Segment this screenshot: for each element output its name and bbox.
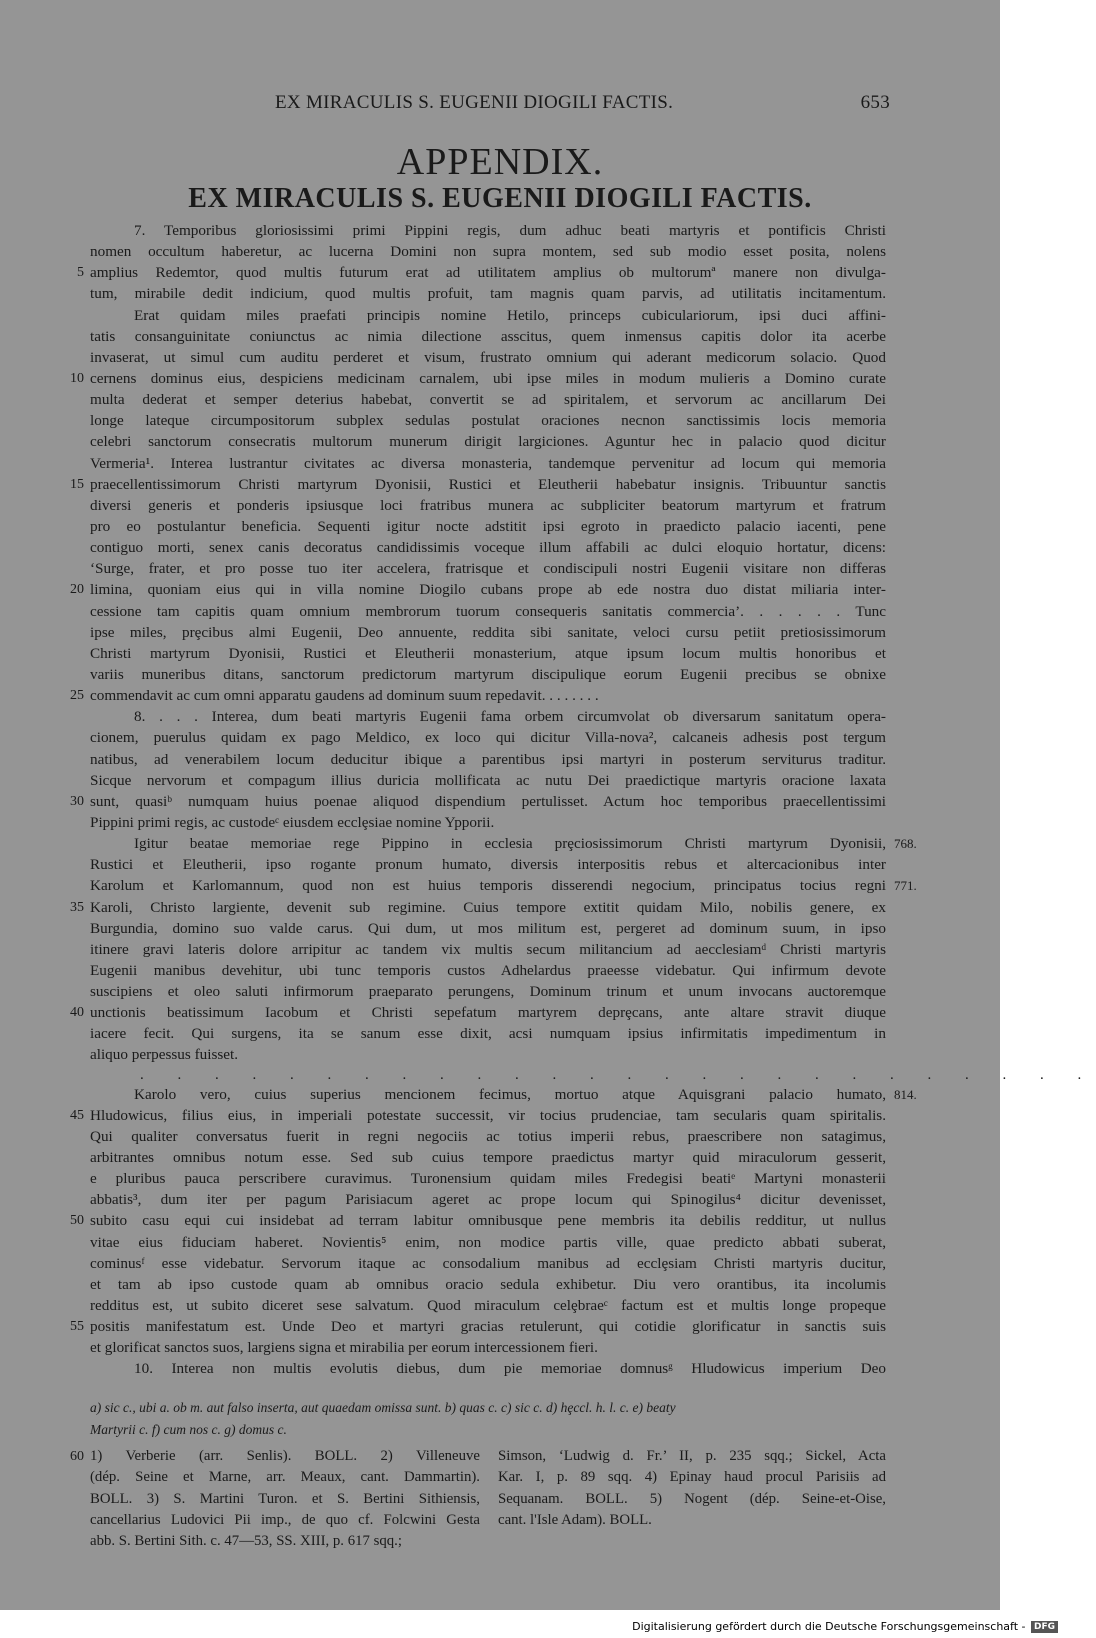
text-line bbox=[0, 558, 1000, 579]
line-text: Rustici et Eleutherii, ipso rogante pronum humato, diversis interpositis rebus et altercacionibus inter bbox=[90, 856, 886, 874]
text-line bbox=[0, 347, 1000, 368]
text-line bbox=[0, 875, 1000, 896]
footnote-right-column: Kar. I, p. 89 sqq. 4) Epinay haud procul Parisiis ad bbox=[498, 1469, 886, 1486]
text-line bbox=[0, 664, 1000, 685]
line-number: 45 bbox=[70, 1107, 84, 1123]
text-line bbox=[0, 1295, 1000, 1316]
line-text: invaserat, ut simul cum auditu perderet et visum, frustrato omnium qui aderant medicorum solacio. Quod bbox=[90, 348, 886, 366]
line-text: cessione tam capitis quam omnium membrorum tuorum consequeris sanitatis commercia’. . . . . . Tunc bbox=[90, 602, 886, 620]
line-number: 10 bbox=[70, 370, 84, 386]
text-line bbox=[0, 368, 1000, 389]
line-text: commendavit ac cum omni apparatu gaudens ad dominum suum repedavit. . . . . . . . bbox=[90, 687, 599, 705]
line-text: Christi martyrum Dyonisii, Rustici et Eleutherii monasterium, atque ipsum locum multis honoribus et bbox=[90, 644, 886, 662]
text-line bbox=[0, 833, 1000, 854]
apparatus-note-line: a) sic c., ubi a. ob m. aut falso inserta, aut quaedam omissa sunt. b) quas c. c) sic c. d) hȩccl. h. l. c. e) beaty bbox=[90, 1400, 676, 1415]
footnote-right-column: cant. l'Isle Adam). BOLL. bbox=[498, 1511, 652, 1528]
line-text: sunt, quasiᵇ numquam huius poenae aliquod dispendium pertulisset. Actum hoc temporibus praecellentissimi bbox=[90, 792, 886, 810]
apparatus-footnotes bbox=[90, 1397, 886, 1441]
text-line bbox=[0, 685, 1000, 706]
line-text: Karoli, Christo largiente, devenit sub regimine. Cuius tempore extitit quidam Milo, nobilis genere, ex bbox=[90, 898, 886, 916]
line-text: iacere fecit. Qui surgens, ita se sanum esse dixit, acsi numquam ipsius infirmitatis impedimentum in bbox=[90, 1025, 886, 1043]
margin-year: 771. bbox=[894, 878, 917, 894]
text-line bbox=[0, 410, 1000, 431]
margin-year: 814. bbox=[894, 1086, 917, 1102]
line-text: Qui qualiter conversatus fuerit in regni negociis ac totius imperii rebus, praescribere non satagimus, bbox=[90, 1127, 886, 1145]
text-line bbox=[0, 1358, 1000, 1379]
margin-year: 768. bbox=[894, 836, 917, 852]
line-text: abbatis³, dum iter per pagum Parisiacum ageret ac prope locum qui Spinogilus⁴ dicitur devenisset, bbox=[90, 1191, 886, 1209]
line-text: amplius Redemtor, quod multis futurum erat ad utilitatem amplius ob multorumª manere non divulga- bbox=[90, 264, 886, 282]
text-line bbox=[0, 1210, 1000, 1231]
text-line bbox=[0, 579, 1000, 600]
line-text: Sicque nervorum et compagum illius duricia mollificata ac nutu Dei praedictique martyris oracione laxata bbox=[90, 771, 886, 789]
text-line bbox=[0, 241, 1000, 262]
text-line bbox=[0, 1168, 1000, 1189]
text-line bbox=[0, 643, 1000, 664]
line-text: diversi generis et ponderis ipsiusque loci fratribus munera ac subpliciter beatorum martyrum et fratrum bbox=[90, 496, 886, 514]
text-line bbox=[0, 326, 1000, 347]
text-line bbox=[0, 960, 1000, 981]
line-text: limina, quoniam eius qui in villa nomine Diogilo cubans prope ab ede nostra duo distat miliaria inter- bbox=[90, 581, 886, 599]
text-line bbox=[0, 601, 1000, 622]
line-text: Eugenii manibus devehitur, ubi tunc temporis custos Adhelardus praeesse videbatur. Qui infirmum devote bbox=[90, 961, 886, 979]
line-text: suscipiens et oleo saluti infirmorum praeparato perungens, Dominum trinum et unum invocans auctoremque bbox=[90, 983, 886, 1001]
text-line bbox=[0, 305, 1000, 326]
line-text: praecellentissimorum Christi martyrum Dyonisii, Rustici et Eleutherii habebatur insignis. Tribuuntur sanctis bbox=[90, 475, 886, 493]
line-text: Igitur beatae memoriae rege Pippino in ecclesia prȩciosissimorum Christi martyrum Dyonisii, bbox=[134, 835, 886, 853]
line-text: celebri sanctorum consecratis multorum munerum dirigit largiciones. Aguntur hec in palacio quod dicitur bbox=[90, 433, 886, 451]
dfg-logo-icon: DFG bbox=[1031, 1621, 1058, 1633]
text-line bbox=[0, 537, 1000, 558]
text-line bbox=[0, 1105, 1000, 1126]
text-line bbox=[0, 1232, 1000, 1253]
text-line bbox=[0, 389, 1000, 410]
line-text: cernens dominus eius, despiciens medicinam carnalem, ubi ipse miles in modum mulieris a Domino curate bbox=[90, 369, 886, 387]
footnote-right-column: Simson, ‘Ludwig d. Fr.’ II, p. 235 sqq.; Sickel, Acta bbox=[498, 1448, 886, 1464]
text-line bbox=[0, 1253, 1000, 1274]
footnote-line bbox=[0, 1510, 1000, 1531]
footnote-left-column: 1) Verberie (arr. Senlis). BOLL. 2) Villeneuve bbox=[90, 1448, 480, 1464]
numbered-footnotes bbox=[0, 1446, 1000, 1552]
text-line bbox=[0, 939, 1000, 960]
appendix-title: APPENDIX. bbox=[396, 141, 604, 183]
footnote-left-column: (dép. Seine et Marne, arr. Meaux, cant. Dammartin). bbox=[90, 1469, 480, 1486]
line-text: redditus est, ut subito diceret sese salvatum. Quod miraculum celȩbraeᶜ factum est et multis longe propeque bbox=[90, 1297, 886, 1315]
line-number: 50 bbox=[70, 1213, 84, 1229]
text-line bbox=[0, 516, 1000, 537]
line-text: Pippini primi regis, ac custodeᶜ eiusdem ecclȩsiae nomine Ypporii. bbox=[90, 813, 495, 831]
line-text: multa dederat et semper deterius habebat, convertit se ad spiritalem, et servorum ac ancillarum Dei bbox=[90, 391, 886, 409]
line-text: positis manifestatum est. Unde Deo et martyri gracias retulerunt, qui cotidie glorificatur in sanctis suis bbox=[90, 1318, 886, 1336]
footnote-line bbox=[0, 1467, 1000, 1488]
text-line bbox=[0, 706, 1000, 727]
line-number: 25 bbox=[70, 688, 84, 704]
footnote-right-column: Sequanam. BOLL. 5) Nogent (dép. Seine-et-Oise, bbox=[498, 1490, 886, 1507]
text-line bbox=[0, 1002, 1000, 1023]
text-line bbox=[0, 1189, 1000, 1210]
footnote-line bbox=[0, 1446, 1000, 1467]
line-text: et tam ab ipso custode quam ab omnibus oracio sedula exhibetur. Diu vero orantibus, ita incolumis bbox=[90, 1275, 886, 1293]
text-line bbox=[0, 897, 1000, 918]
line-text: itinere gravi lateris dolore arripitur ac tandem vix multis secum militancium ad aecclesiamᵈ Christi martyris bbox=[90, 940, 886, 958]
line-text: vitae eius fiduciam haberet. Novientis⁵ enim, non modice partis ville, quae predicto abbati suberat, bbox=[90, 1233, 886, 1251]
line-text: 8. . . . Interea, dum beati martyris Eugenii fama orbem circumvolat ob diversarum sanitatum opera- bbox=[134, 708, 886, 726]
line-number: 5 bbox=[77, 265, 84, 281]
text-line bbox=[0, 1316, 1000, 1337]
line-text: e pluribus pauca perscribere curavimus. Turonensium quidam miles Fredegisi beatiᵉ Martyni monasterii bbox=[90, 1170, 886, 1188]
page-number: 653 bbox=[860, 92, 890, 113]
text-line bbox=[0, 283, 1000, 304]
line-number: 30 bbox=[70, 793, 84, 809]
text-line bbox=[0, 1274, 1000, 1295]
line-number: 60 bbox=[70, 1449, 84, 1464]
main-text bbox=[0, 220, 1096, 1380]
text-line bbox=[0, 791, 1000, 812]
text-line bbox=[0, 1084, 1000, 1105]
text-line bbox=[0, 1126, 1000, 1147]
line-text: aliquo perpessus fuisset. bbox=[90, 1046, 239, 1064]
line-text: Vermeria¹. Interea lustrantur civitates ac diversa monasteria, tandemque pervenitur ad locum qui memoria bbox=[90, 454, 886, 472]
text-line bbox=[0, 727, 1000, 748]
line-text: cominusᶠ esse videbatur. Servorum itaque ac consodalium manibus ad ecclȩsiam Christi martyris ducitur, bbox=[90, 1254, 886, 1272]
credit-text: Digitalisierung gefördert durch die Deutsche Forschungsgemeinschaft - bbox=[632, 1620, 1026, 1633]
line-text: Hludowicus, filius eius, in imperiali potestate successit, vir tocius prudenciae, tam secularis quam spiritalis. bbox=[90, 1106, 886, 1124]
line-text: ipse miles, prȩcibus almi Eugenii, Deo annuente, reddita sibi sanitate, veloci cursu petiit pretiosissimorum bbox=[90, 623, 886, 641]
text-line bbox=[0, 812, 1000, 833]
line-text: Karolum et Karlomannum, quod non est huius temporis disserendi negocium, principatus tocius regni bbox=[90, 877, 886, 895]
line-text: Karolo vero, cuius superius mencionem fecimus, mortuo atque Aquisgrani palacio humato, bbox=[134, 1085, 886, 1103]
text-line bbox=[0, 453, 1000, 474]
line-text: Burgundia, domino suo valde carus. Qui dum, ut mos militum est, pergeret ad dominum suum, in ipso bbox=[90, 919, 886, 937]
line-text: pro eo postulantur beneficia. Sequenti igitur nocte adstitit ipsi egroto in praedicto palacio iacenti, pene bbox=[90, 517, 886, 535]
line-text: longe lateque circumpositorum subplex sedulas postulat oraciones necnon sanctissimis locis memoria bbox=[90, 412, 886, 430]
text-line bbox=[0, 770, 1000, 791]
line-text: tum, mirabile dedit indicium, quod multis profuit, tam magnis quam parvis, ad utilitatis incitamentum. bbox=[90, 285, 886, 303]
line-text: tatis consanguinitate coniunctus ac nimia dilectione asscitus, quem inmensus capitis dolor ita acerbe bbox=[90, 327, 886, 345]
text-line bbox=[0, 495, 1000, 516]
text-line bbox=[0, 220, 1000, 241]
digitization-credit bbox=[632, 1620, 1058, 1633]
text-line bbox=[0, 431, 1000, 452]
line-text: unctionis beatissimum Iacobum et Christi sepefatum martyrem deprȩcans, ante altare stravit diuque bbox=[90, 1004, 886, 1022]
line-text: nomen occultum haberetur, ac lucerna Domini non supra montem, sed sub modio esset posita, nolens bbox=[90, 243, 886, 261]
text-line bbox=[0, 981, 1000, 1002]
text-line bbox=[0, 1023, 1000, 1044]
line-text: natibus, ad venerabilem locum deducitur ibique a parentibus ipsi martyri in posterum serviturus traditur. bbox=[90, 750, 886, 768]
line-number: 20 bbox=[70, 582, 84, 598]
text-line bbox=[0, 1044, 1000, 1065]
apparatus-note-line: Martyrii c. f) cum nos c. g) domus c. bbox=[90, 1422, 287, 1437]
text-line bbox=[0, 622, 1000, 643]
text-line bbox=[0, 1337, 1000, 1358]
line-number: 35 bbox=[70, 899, 84, 915]
line-number: 55 bbox=[70, 1319, 84, 1335]
footnote-left-column: abb. S. Bertini Sith. c. 47—53, SS. XIII, p. 617 sqq.; bbox=[90, 1533, 402, 1550]
line-number: 15 bbox=[70, 476, 84, 492]
footnote-left-column: BOLL. 3) S. Martini Turon. et S. Bertini Sithiensis, bbox=[90, 1490, 480, 1507]
line-text: 10. Interea non multis evolutis diebus, dum pie memoriae domnusᵍ Hludowicus imperium Deo bbox=[134, 1360, 886, 1378]
line-text: contiguo morti, senex canis decoratus candidissimis voceque illum affabili ac dulci eloquio hortatur, dicens: bbox=[90, 539, 886, 557]
footnote-left-column: cancellarius Ludovici Pii imp., de quo cf. Folcwini Gesta bbox=[90, 1511, 480, 1528]
text-line bbox=[0, 1147, 1000, 1168]
text-line bbox=[0, 749, 1000, 770]
text-line bbox=[0, 918, 1000, 939]
text-line bbox=[0, 262, 1000, 283]
line-text: Erat quidam miles praefati principis nomine Hetilo, princeps cubiculariorum, ipsi duci affini- bbox=[134, 306, 886, 324]
running-head-title: EX MIRACULIS S. EUGENII DIOGILI FACTIS. bbox=[275, 92, 674, 113]
footnote-right-column bbox=[498, 1531, 886, 1552]
line-text: subito casu equi cui insidebat ad terram labitur omnibusque pene membris ita debilis redditur, ut nullus bbox=[90, 1212, 886, 1230]
line-text: cionem, puerulus quidam ex pago Meldico, ex loco qui dicitur Villa-nova², calcaneis adhesis post tergum bbox=[90, 729, 886, 747]
line-text: et glorificat sanctos suos, largiens signa et mirabilia per eorum intercessionem fieri. bbox=[90, 1339, 598, 1357]
footnote-line bbox=[0, 1531, 1000, 1552]
omission-dots: . . . . . . . . . . . . . . . . . . . . . . . . . . bbox=[140, 1066, 1096, 1083]
line-number: 40 bbox=[70, 1005, 84, 1021]
line-text: variis muneribus ditans, sanctorum predictorum martyrum discipulique eorum Eugenii precibus se obnixe bbox=[90, 665, 886, 683]
section-title: EX MIRACULIS S. EUGENII DIOGILI FACTIS. bbox=[188, 183, 812, 214]
footnote-line bbox=[0, 1489, 1000, 1510]
text-line bbox=[0, 854, 1000, 875]
line-text: ‘Surge, frater, et pro posse tuo iter accelera, fratrisque et condiscipuli nostri Eugenii visitare non differas bbox=[90, 560, 886, 578]
line-text: arbitrantes omnibus notum esse. Sed sub cuius tempore praedictus martyr quid miraculorum gesserit, bbox=[90, 1149, 886, 1167]
text-line bbox=[0, 474, 1000, 495]
line-text: 7. Temporibus gloriosissimi primi Pippini regis, dum adhuc beati martyris et pontificis Christi bbox=[134, 222, 886, 239]
